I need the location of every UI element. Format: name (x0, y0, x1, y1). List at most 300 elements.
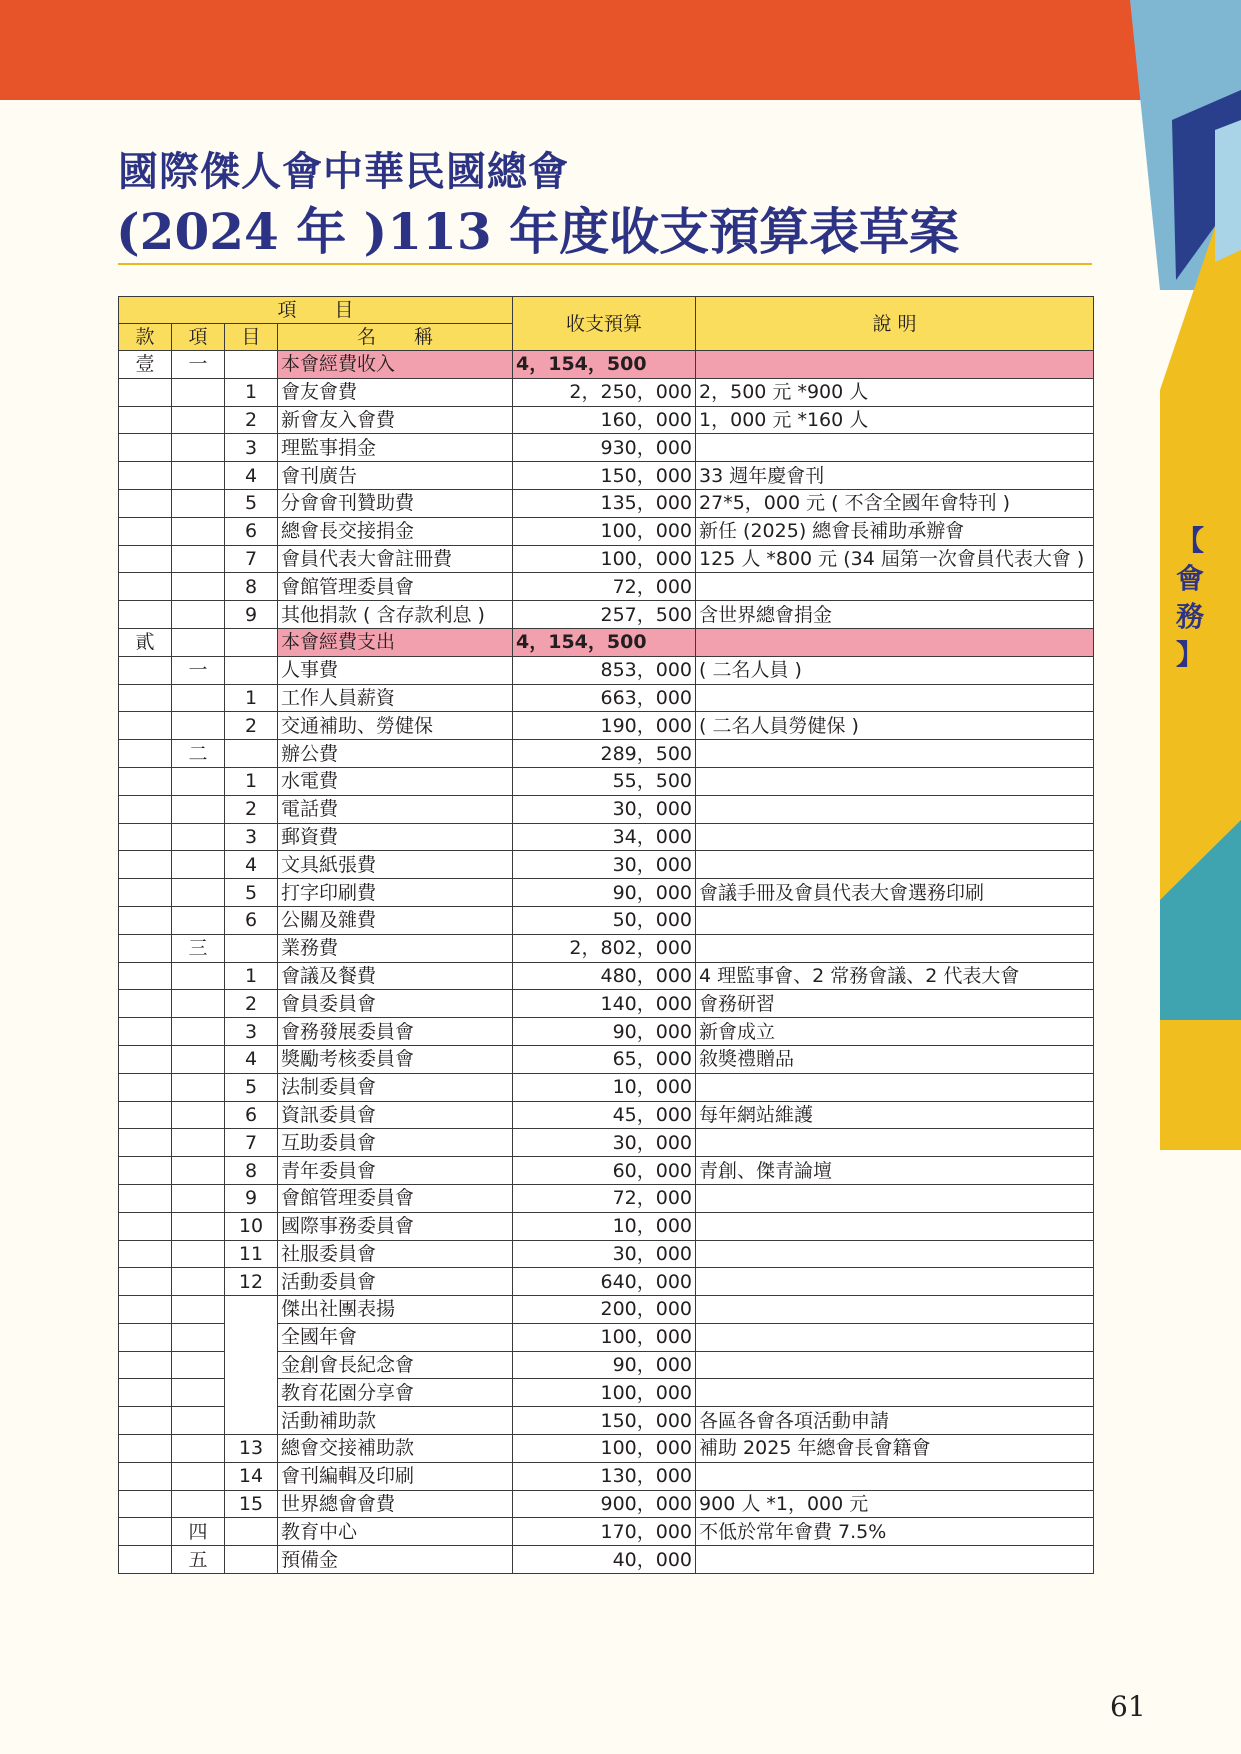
cell-name: 法制委員會 (278, 1073, 513, 1101)
cell-kuan (119, 906, 172, 934)
cell-kuan (119, 1018, 172, 1046)
table-row (119, 545, 1094, 573)
cell-kuan (119, 1518, 172, 1546)
cell-kuan (119, 934, 172, 962)
cell-note (696, 1212, 1094, 1240)
cell-xiang (172, 962, 225, 990)
cell-mu: 3 (225, 1018, 278, 1046)
cell-amount: 257，500 (513, 601, 696, 629)
table-row (119, 990, 1094, 1018)
cell-xiang (172, 1296, 225, 1324)
table-row (119, 378, 1094, 406)
cell-xiang (172, 1379, 225, 1407)
cell-amount: 200，000 (513, 1296, 696, 1324)
table-row (119, 573, 1094, 601)
cell-name: 會刊編輯及印刷 (278, 1462, 513, 1490)
cell-amount: 60，000 (513, 1157, 696, 1185)
cell-name: 工作人員薪資 (278, 684, 513, 712)
cell-note (696, 628, 1094, 656)
cell-kuan (119, 601, 172, 629)
cell-amount: 190，000 (513, 712, 696, 740)
cell-name: 獎勵考核委員會 (278, 1045, 513, 1073)
cell-name: 電話費 (278, 795, 513, 823)
cell-mu: 6 (225, 1101, 278, 1129)
cell-note: 新會成立 (696, 1018, 1094, 1046)
cell-name: 教育中心 (278, 1518, 513, 1546)
cell-amount: 480，000 (513, 962, 696, 990)
cell-kuan (119, 740, 172, 768)
cell-xiang (172, 1490, 225, 1518)
cell-amount: 100，000 (513, 517, 696, 545)
header-mu: 目 (225, 324, 278, 351)
cell-name: 公關及雜費 (278, 906, 513, 934)
header-budget: 收支預算 (513, 297, 696, 351)
cell-note: 1，000 元 *160 人 (696, 406, 1094, 434)
cell-xiang (172, 879, 225, 907)
cell-amount: 4，154，500 (513, 351, 696, 379)
cell-kuan (119, 879, 172, 907)
cell-mu: 3 (225, 823, 278, 851)
cell-kuan (119, 656, 172, 684)
cell-xiang (172, 628, 225, 656)
cell-mu: 8 (225, 573, 278, 601)
cell-note (696, 740, 1094, 768)
cell-kuan (119, 1490, 172, 1518)
cell-note (696, 1379, 1094, 1407)
cell-name: 交通補助、勞健保 (278, 712, 513, 740)
table-row (119, 684, 1094, 712)
cell-mu: 1 (225, 962, 278, 990)
cell-note (696, 1073, 1094, 1101)
cell-note: 各區各會各項活動申請 (696, 1407, 1094, 1435)
cell-mu: 8 (225, 1157, 278, 1185)
cell-amount: 640，000 (513, 1268, 696, 1296)
table-row (119, 601, 1094, 629)
cell-xiang (172, 1462, 225, 1490)
table-row (119, 934, 1094, 962)
cell-kuan (119, 1184, 172, 1212)
cell-name: 會員委員會 (278, 990, 513, 1018)
cell-name: 其他捐款 ( 含存款利息 ) (278, 601, 513, 629)
cell-kuan (119, 462, 172, 490)
cell-name: 傑出社團表揚 (278, 1296, 513, 1324)
cell-name: 活動補助款 (278, 1407, 513, 1435)
cell-kuan (119, 962, 172, 990)
cell-mu-merged (225, 1296, 278, 1435)
cell-amount: 930，000 (513, 434, 696, 462)
cell-note: 不低於常年會費 7.5% (696, 1518, 1094, 1546)
cell-note (696, 823, 1094, 851)
cell-kuan (119, 1296, 172, 1324)
cell-amount: 90，000 (513, 1018, 696, 1046)
cell-xiang (172, 378, 225, 406)
table-row (119, 1518, 1094, 1546)
cell-xiang (172, 851, 225, 879)
table-row (119, 767, 1094, 795)
cell-note (696, 1296, 1094, 1324)
table-row (119, 656, 1094, 684)
cell-amount: 140，000 (513, 990, 696, 1018)
cell-name: 互助委員會 (278, 1129, 513, 1157)
cell-mu: 15 (225, 1490, 278, 1518)
cell-xiang (172, 462, 225, 490)
cell-xiang (172, 795, 225, 823)
cell-note: 125 人 *800 元 (34 屆第一次會員代表大會 ) (696, 545, 1094, 573)
cell-xiang (172, 489, 225, 517)
header-xiang: 項 (172, 324, 225, 351)
cell-note: 每年網站維護 (696, 1101, 1094, 1129)
cell-amount: 130，000 (513, 1462, 696, 1490)
cell-kuan (119, 1129, 172, 1157)
table-row (119, 1157, 1094, 1185)
cell-kuan (119, 1379, 172, 1407)
table-row (119, 1435, 1094, 1463)
cell-mu: 4 (225, 1045, 278, 1073)
cell-mu: 7 (225, 1129, 278, 1157)
cell-kuan (119, 712, 172, 740)
cell-kuan (119, 489, 172, 517)
cell-note (696, 1546, 1094, 1574)
cell-mu (225, 656, 278, 684)
cell-amount: 50，000 (513, 906, 696, 934)
section-row (119, 628, 1094, 656)
cell-kuan (119, 573, 172, 601)
table-row (119, 1268, 1094, 1296)
cell-note (696, 1268, 1094, 1296)
cell-xiang (172, 823, 225, 851)
cell-xiang (172, 684, 225, 712)
cell-amount: 100，000 (513, 1379, 696, 1407)
cell-xiang (172, 1240, 225, 1268)
cell-note (696, 434, 1094, 462)
cell-name: 全國年會 (278, 1323, 513, 1351)
cell-amount: 90，000 (513, 879, 696, 907)
cell-mu (225, 1546, 278, 1574)
cell-kuan (119, 1073, 172, 1101)
cell-amount: 663，000 (513, 684, 696, 712)
cell-kuan: 壹 (119, 351, 172, 379)
cell-note: 會務研習 (696, 990, 1094, 1018)
cell-name: 會館管理委員會 (278, 1184, 513, 1212)
cell-note: 新任 (2025) 總會長補助承辦會 (696, 517, 1094, 545)
cell-note: 900 人 *1，000 元 (696, 1490, 1094, 1518)
cell-mu: 2 (225, 712, 278, 740)
cell-mu: 6 (225, 517, 278, 545)
cell-mu: 5 (225, 489, 278, 517)
cell-mu: 2 (225, 990, 278, 1018)
cell-amount: 30，000 (513, 795, 696, 823)
cell-amount: 40，000 (513, 1546, 696, 1574)
table-row (119, 1490, 1094, 1518)
cell-xiang (172, 1407, 225, 1435)
cell-name: 會館管理委員會 (278, 573, 513, 601)
cell-xiang (172, 1435, 225, 1463)
cell-xiang (172, 1045, 225, 1073)
table-row (119, 1296, 1094, 1324)
cell-kuan (119, 434, 172, 462)
cell-name: 總會長交接捐金 (278, 517, 513, 545)
cell-amount: 900，000 (513, 1490, 696, 1518)
cell-amount: 90，000 (513, 1351, 696, 1379)
cell-xiang (172, 1212, 225, 1240)
budget-table-body (119, 351, 1094, 1574)
cell-note (696, 1240, 1094, 1268)
cell-mu: 12 (225, 1268, 278, 1296)
cell-note: ( 二名人員 ) (696, 656, 1094, 684)
deco-light-blue-accent (1215, 120, 1241, 262)
cell-mu: 10 (225, 1212, 278, 1240)
cell-xiang: 五 (172, 1546, 225, 1574)
cell-name: 資訊委員會 (278, 1101, 513, 1129)
cell-kuan (119, 545, 172, 573)
cell-name: 理監事捐金 (278, 434, 513, 462)
cell-note (696, 767, 1094, 795)
cell-mu: 7 (225, 545, 278, 573)
cell-name: 預備金 (278, 1546, 513, 1574)
cell-amount: 100，000 (513, 545, 696, 573)
cell-note (696, 351, 1094, 379)
cell-note: 2，500 元 *900 人 (696, 378, 1094, 406)
cell-note (696, 1184, 1094, 1212)
cell-kuan (119, 823, 172, 851)
table-row (119, 1129, 1094, 1157)
cell-kuan (119, 406, 172, 434)
cell-note (696, 1462, 1094, 1490)
table-row (119, 489, 1094, 517)
cell-amount: 30，000 (513, 1129, 696, 1157)
cell-name: 文具紙張費 (278, 851, 513, 879)
cell-name: 會員代表大會註冊費 (278, 545, 513, 573)
cell-xiang: 一 (172, 656, 225, 684)
cell-amount: 10，000 (513, 1212, 696, 1240)
table-row (119, 740, 1094, 768)
cell-xiang (172, 906, 225, 934)
cell-amount: 170，000 (513, 1518, 696, 1546)
cell-mu: 5 (225, 879, 278, 907)
cell-note (696, 684, 1094, 712)
cell-name: 國際事務委員會 (278, 1212, 513, 1240)
cell-kuan (119, 1101, 172, 1129)
cell-amount: 30，000 (513, 851, 696, 879)
cell-name: 本會經費收入 (278, 351, 513, 379)
cell-note: 含世界總會捐金 (696, 601, 1094, 629)
budget-table (118, 296, 1094, 1574)
cell-note: 27*5，000 元 ( 不含全國年會特刊 ) (696, 489, 1094, 517)
cell-xiang: 二 (172, 740, 225, 768)
cell-amount: 160，000 (513, 406, 696, 434)
cell-kuan (119, 1212, 172, 1240)
cell-name: 辦公費 (278, 740, 513, 768)
cell-kuan (119, 378, 172, 406)
table-row (119, 1018, 1094, 1046)
cell-amount: 55，500 (513, 767, 696, 795)
cell-xiang (172, 1157, 225, 1185)
cell-mu: 13 (225, 1435, 278, 1463)
cell-amount: 2，250，000 (513, 378, 696, 406)
cell-xiang (172, 601, 225, 629)
cell-kuan (119, 795, 172, 823)
cell-note (696, 1351, 1094, 1379)
section-tab-close: 】 (1175, 638, 1204, 671)
cell-name: 總會交接補助款 (278, 1435, 513, 1463)
cell-note: 會議手冊及會員代表大會選務印刷 (696, 879, 1094, 907)
cell-name: 打字印刷費 (278, 879, 513, 907)
cell-kuan (119, 1351, 172, 1379)
cell-mu: 2 (225, 795, 278, 823)
cell-kuan (119, 851, 172, 879)
cell-kuan (119, 1157, 172, 1185)
cell-note (696, 573, 1094, 601)
table-row (119, 712, 1094, 740)
cell-mu (225, 1518, 278, 1546)
page-number: 61 (1110, 1690, 1146, 1723)
cell-kuan: 貳 (119, 628, 172, 656)
cell-xiang (172, 1073, 225, 1101)
cell-kuan (119, 1045, 172, 1073)
cell-mu: 1 (225, 378, 278, 406)
table-row (119, 462, 1094, 490)
cell-amount: 72，000 (513, 1184, 696, 1212)
cell-mu: 6 (225, 906, 278, 934)
section-tab-char2: 務 (1175, 600, 1204, 633)
cell-xiang (172, 1268, 225, 1296)
page-title-budget: (2024 年 )113 年度收支預算表草案 (116, 202, 960, 261)
page-title-organization: 國際傑人會中華民國總會 (118, 148, 569, 195)
cell-amount: 65，000 (513, 1045, 696, 1073)
cell-note: 4 理監事會、2 常務會議、2 代表大會 (696, 962, 1094, 990)
cell-xiang (172, 712, 225, 740)
cell-xiang (172, 1129, 225, 1157)
cell-note: 青創、傑青論壇 (696, 1157, 1094, 1185)
cell-kuan (119, 1240, 172, 1268)
cell-amount: 100，000 (513, 1435, 696, 1463)
cell-xiang (172, 573, 225, 601)
cell-kuan (119, 517, 172, 545)
cell-name: 水電費 (278, 767, 513, 795)
cell-amount: 4，154，500 (513, 628, 696, 656)
cell-amount: 72，000 (513, 573, 696, 601)
cell-xiang (172, 1323, 225, 1351)
cell-amount: 289，500 (513, 740, 696, 768)
table-row (119, 906, 1094, 934)
cell-xiang (172, 767, 225, 795)
cell-name: 金創會長紀念會 (278, 1351, 513, 1379)
table-row (119, 406, 1094, 434)
cell-mu: 2 (225, 406, 278, 434)
cell-kuan (119, 1462, 172, 1490)
cell-kuan (119, 684, 172, 712)
cell-name: 人事費 (278, 656, 513, 684)
cell-mu: 9 (225, 601, 278, 629)
section-row (119, 351, 1094, 379)
cell-mu (225, 351, 278, 379)
cell-name: 郵資費 (278, 823, 513, 851)
table-row (119, 851, 1094, 879)
cell-kuan (119, 1435, 172, 1463)
section-tab-char1: 會 (1175, 562, 1204, 595)
table-row (119, 962, 1094, 990)
cell-name: 業務費 (278, 934, 513, 962)
budget-table-header (119, 297, 1094, 351)
cell-note (696, 934, 1094, 962)
title-underline (118, 263, 1092, 265)
cell-xiang: 三 (172, 934, 225, 962)
cell-xiang (172, 1351, 225, 1379)
cell-name: 會議及餐費 (278, 962, 513, 990)
cell-amount: 150，000 (513, 462, 696, 490)
cell-mu: 9 (225, 1184, 278, 1212)
cell-mu (225, 934, 278, 962)
table-row (119, 1101, 1094, 1129)
table-row (119, 1073, 1094, 1101)
cell-note (696, 851, 1094, 879)
cell-note (696, 795, 1094, 823)
table-row (119, 1240, 1094, 1268)
table-row (119, 1045, 1094, 1073)
table-row (119, 1462, 1094, 1490)
cell-name: 活動委員會 (278, 1268, 513, 1296)
cell-mu: 4 (225, 462, 278, 490)
table-row (119, 1212, 1094, 1240)
cell-xiang (172, 1101, 225, 1129)
cell-amount: 45，000 (513, 1101, 696, 1129)
cell-xiang (172, 1018, 225, 1046)
cell-name: 社服委員會 (278, 1240, 513, 1268)
cell-kuan (119, 1546, 172, 1574)
table-row (119, 434, 1094, 462)
table-row (119, 1184, 1094, 1212)
cell-name: 會刊廣告 (278, 462, 513, 490)
cell-mu: 11 (225, 1240, 278, 1268)
section-tab (1170, 522, 1210, 674)
cell-xiang (172, 990, 225, 1018)
cell-xiang (172, 517, 225, 545)
cell-mu: 1 (225, 767, 278, 795)
cell-mu: 3 (225, 434, 278, 462)
cell-amount: 34，000 (513, 823, 696, 851)
cell-kuan (119, 1323, 172, 1351)
header-kuan: 款 (119, 324, 172, 351)
header-note: 說 明 (696, 297, 1094, 351)
cell-note: 33 週年慶會刊 (696, 462, 1094, 490)
cell-amount: 853，000 (513, 656, 696, 684)
cell-name: 本會經費支出 (278, 628, 513, 656)
header-item-group: 項 目 (119, 297, 513, 324)
cell-mu: 1 (225, 684, 278, 712)
cell-xiang (172, 434, 225, 462)
cell-name: 青年委員會 (278, 1157, 513, 1185)
table-row (119, 795, 1094, 823)
table-row (119, 1546, 1094, 1574)
cell-mu (225, 740, 278, 768)
cell-name: 會務發展委員會 (278, 1018, 513, 1046)
cell-kuan (119, 1407, 172, 1435)
cell-name: 世界總會會費 (278, 1490, 513, 1518)
cell-xiang (172, 406, 225, 434)
cell-xiang: 四 (172, 1518, 225, 1546)
cell-xiang: 一 (172, 351, 225, 379)
table-row (119, 823, 1094, 851)
table-row (119, 879, 1094, 907)
cell-mu: 4 (225, 851, 278, 879)
cell-amount: 30，000 (513, 1240, 696, 1268)
cell-kuan (119, 990, 172, 1018)
cell-amount: 2，802，000 (513, 934, 696, 962)
header-name: 名 稱 (278, 324, 513, 351)
cell-xiang (172, 1184, 225, 1212)
cell-note: ( 二名人員勞健保 ) (696, 712, 1094, 740)
cell-kuan (119, 767, 172, 795)
